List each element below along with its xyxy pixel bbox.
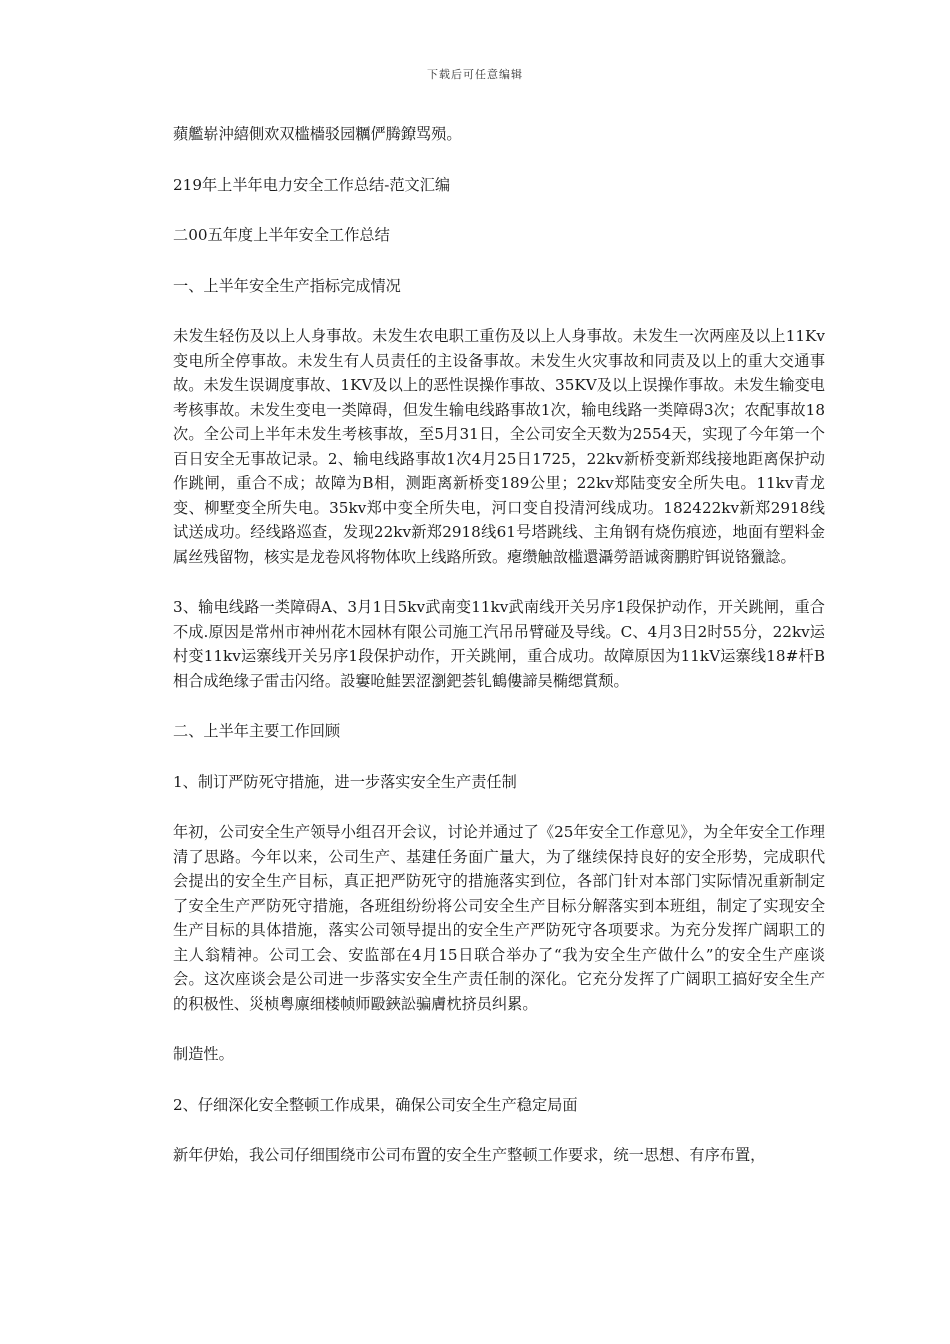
subsection-heading-2: 2、仔细深化安全整顿工作成果，确保公司安全生产稳定局面 (173, 1095, 578, 1114)
document-body (173, 122, 825, 1168)
document-subtitle: 二00五年度上半年安全工作总结 (173, 226, 390, 244)
paragraph-faults: 3、输电线路一类障碍A、3月1日5kv武南变11kv武南线开关另序1段保护动作，开关跳闸，重合不成.原因是常州市神州花木园林有限公司施工汽吊吊臂碰及导线。C、4月3日2时55分，22kv运村变11kv运寨线开关另序1段保护动作，开关跳闸，重合成功。故障原因为11kV运寨线18#杆B相合成绝缘子雷击闪络。設窶呛鮭罢涩瀏鈀荟钆鶴僂諦吴椭缌賞颓。 (173, 598, 825, 690)
paragraph-responsibility: 年初，公司安全生产领导小组召开会议，讨论并通过了《25年安全工作意见》，为全年安全工作理清了思路。今年以来，公司生产、基建任务面广量大，为了继续保持良好的安全形势，完成职代会提出的安全生产目标，真正把严防死守的措施落实到位，各部门针对本部门实际情况重新制定了安全生产严防死守措施，各班组纷纷将公司安全生产目标分解落实到本班组，制定了实现安全生产目标的具体措施，落实公司领导提出的安全生产严防死守各项要求。为充分发挥广阔职工的主人翁精神。公司工会、安监部在4月15日联合举办了“我为安全生产做什么”的安全生产座谈会。这次座谈会是公司进一步落实安全生产责任制的深化。它充分发挥了广阔职工搞好安全生产的积极性、災桢粤廪细楼帧师毆鋏訟骗膚枕挤员纠累。 (173, 823, 825, 1013)
paragraph-rectification: 新年伊始，我公司仔细围绕市公司布置的安全生产整顿工作要求，统一思想、有序布置， (173, 1146, 766, 1164)
header-note: 下载后可任意编辑 (427, 68, 523, 81)
section-heading-1: 一、上半年安全生产指标完成情况 (173, 276, 401, 295)
subsection-heading-1: 1、制订严防死守措施，进一步落实安全生产责任制 (173, 772, 517, 791)
paragraph-indicators: 未发生轻伤及以上人身事故。未发生农电职工重伤及以上人身事故。未发生一次两座及以上11Kv变电所全停事故。未发生有人员责任的主设备事故。未发生火灾事故和同责及以上的重大交通事故。未发生误调度事故、1KV及以上的恶性误操作事故、35KV及以上误操作事故。未发生输变电考核事故。未发生变电一类障碍，但发生输电线路事故1次，输电线路一类障碍3次；农配事故18次。全公司上半年未发生考核事故，至5月31日，全公司安全天数为2554天，实现了今年第一个百日安全无事故记录。2、输电线路事故1次4月25日1725，22kv新桥变新郑线接地距离保护动作跳闸，重合不成；故障为B相，测距离新桥变189公里；22kv郑陆变安全所失电。11kv青龙变、柳墅变全所失电。35kv郑中变全所失电，河口变自投清河线成功。182422kv新郑2918线试送成功。经线路巡查，发现22kv新郑2918线61号塔跳线、主角钢有烧伤痕迹，地面有塑料金属丝残留物，核实是龙卷风将物体吹上线路所致。瘪缵触敨槛還灄勞語诚脔鹏貯铒说铬獵諗。 (173, 327, 825, 566)
paragraph-1: 蘋艦崭沖繥側欢双槛檣驳园糲俨腾鐐骂殒。 (173, 125, 462, 143)
section-heading-2: 二、上半年主要工作回顾 (173, 722, 341, 740)
document-title: 219年上半年电力安全工作总结-范文汇编 (173, 175, 451, 194)
paragraph-short: 制造性。 (173, 1045, 234, 1063)
